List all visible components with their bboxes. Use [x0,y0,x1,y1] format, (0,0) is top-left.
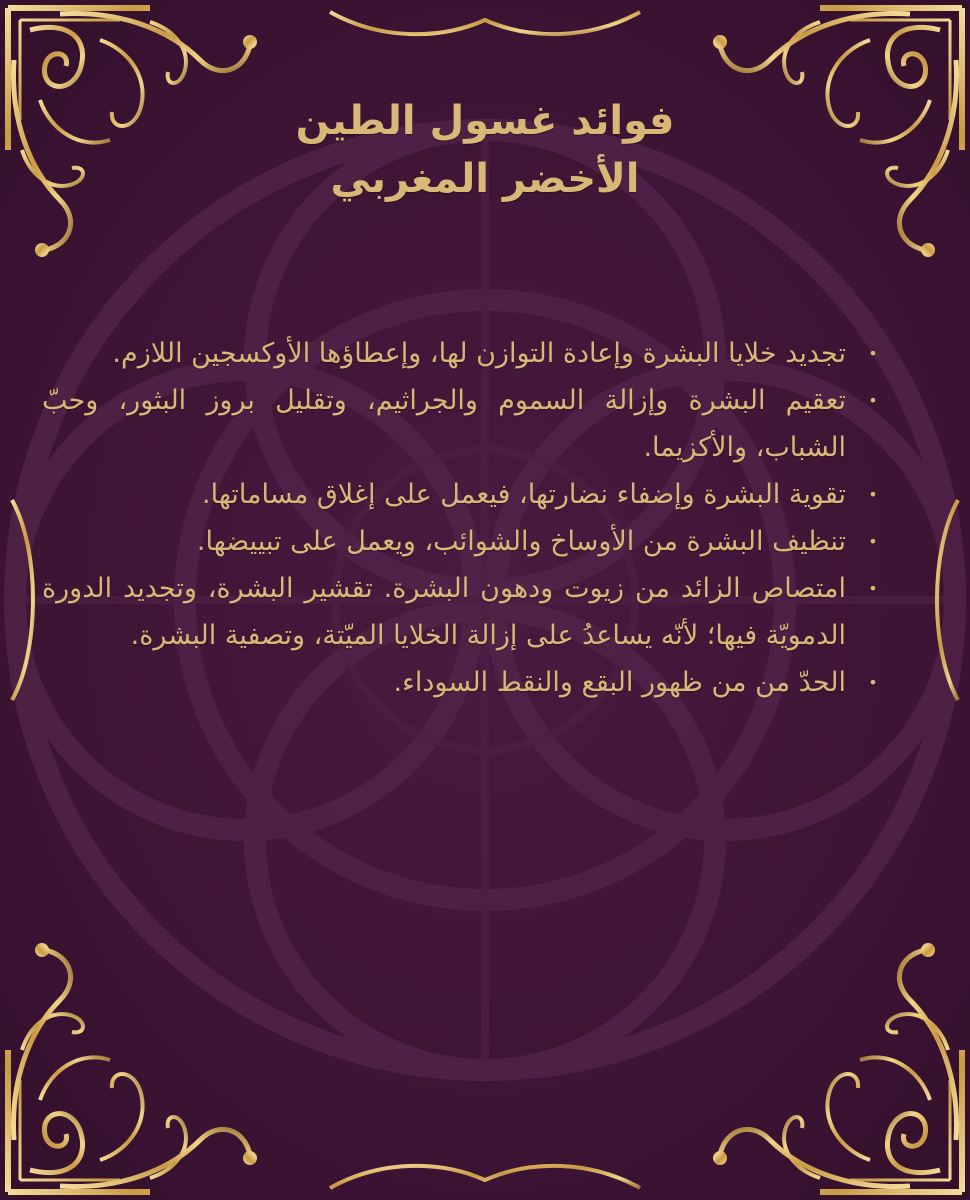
benefits-list [42,330,880,706]
benefit-item [42,471,878,518]
benefit-text: تعقيم البشرة وإزالة السموم والجراثيم، وتقليل بروز البثور، وحبّ الشباب، والأكزيما. [42,385,846,463]
bullet-icon: • [868,532,878,551]
benefit-text: تنظيف البشرة من الأوساخ والشوائب، ويعمل على تبييضها. [196,526,846,557]
benefit-item [42,330,878,377]
benefit-text: تقوية البشرة وإضفاء نضارتها، فيعمل على إغلاق مساماتها. [202,479,846,510]
benefit-text: الحدّ من من ظهور البقع والنقط السوداء. [393,667,846,698]
bullet-icon: • [868,673,878,692]
bullet-icon: • [868,391,878,410]
page-title [150,92,820,208]
benefit-item [42,377,878,471]
title-line-1: فوائد غسول الطين [295,98,675,144]
bullet-icon: • [868,485,878,504]
title-line-2: الأخضر المغربي [330,156,640,202]
benefit-text: امتصاص الزائد من زيوت ودهون البشرة. تقشير البشرة، وتجديد الدورة الدمويّة فيها؛ لأنّه يساعدُ على إزالة الخلايا الميّتة، وتصفية البشرة. [42,573,846,651]
bullet-icon: • [868,344,878,363]
benefit-item [42,518,878,565]
bullet-icon: • [868,579,878,598]
benefit-item [42,565,878,659]
benefit-text: تجديد خلايا البشرة وإعادة التوازن لها، وإعطاؤها الأوكسجين اللازم. [112,338,846,369]
benefit-item [42,659,878,706]
